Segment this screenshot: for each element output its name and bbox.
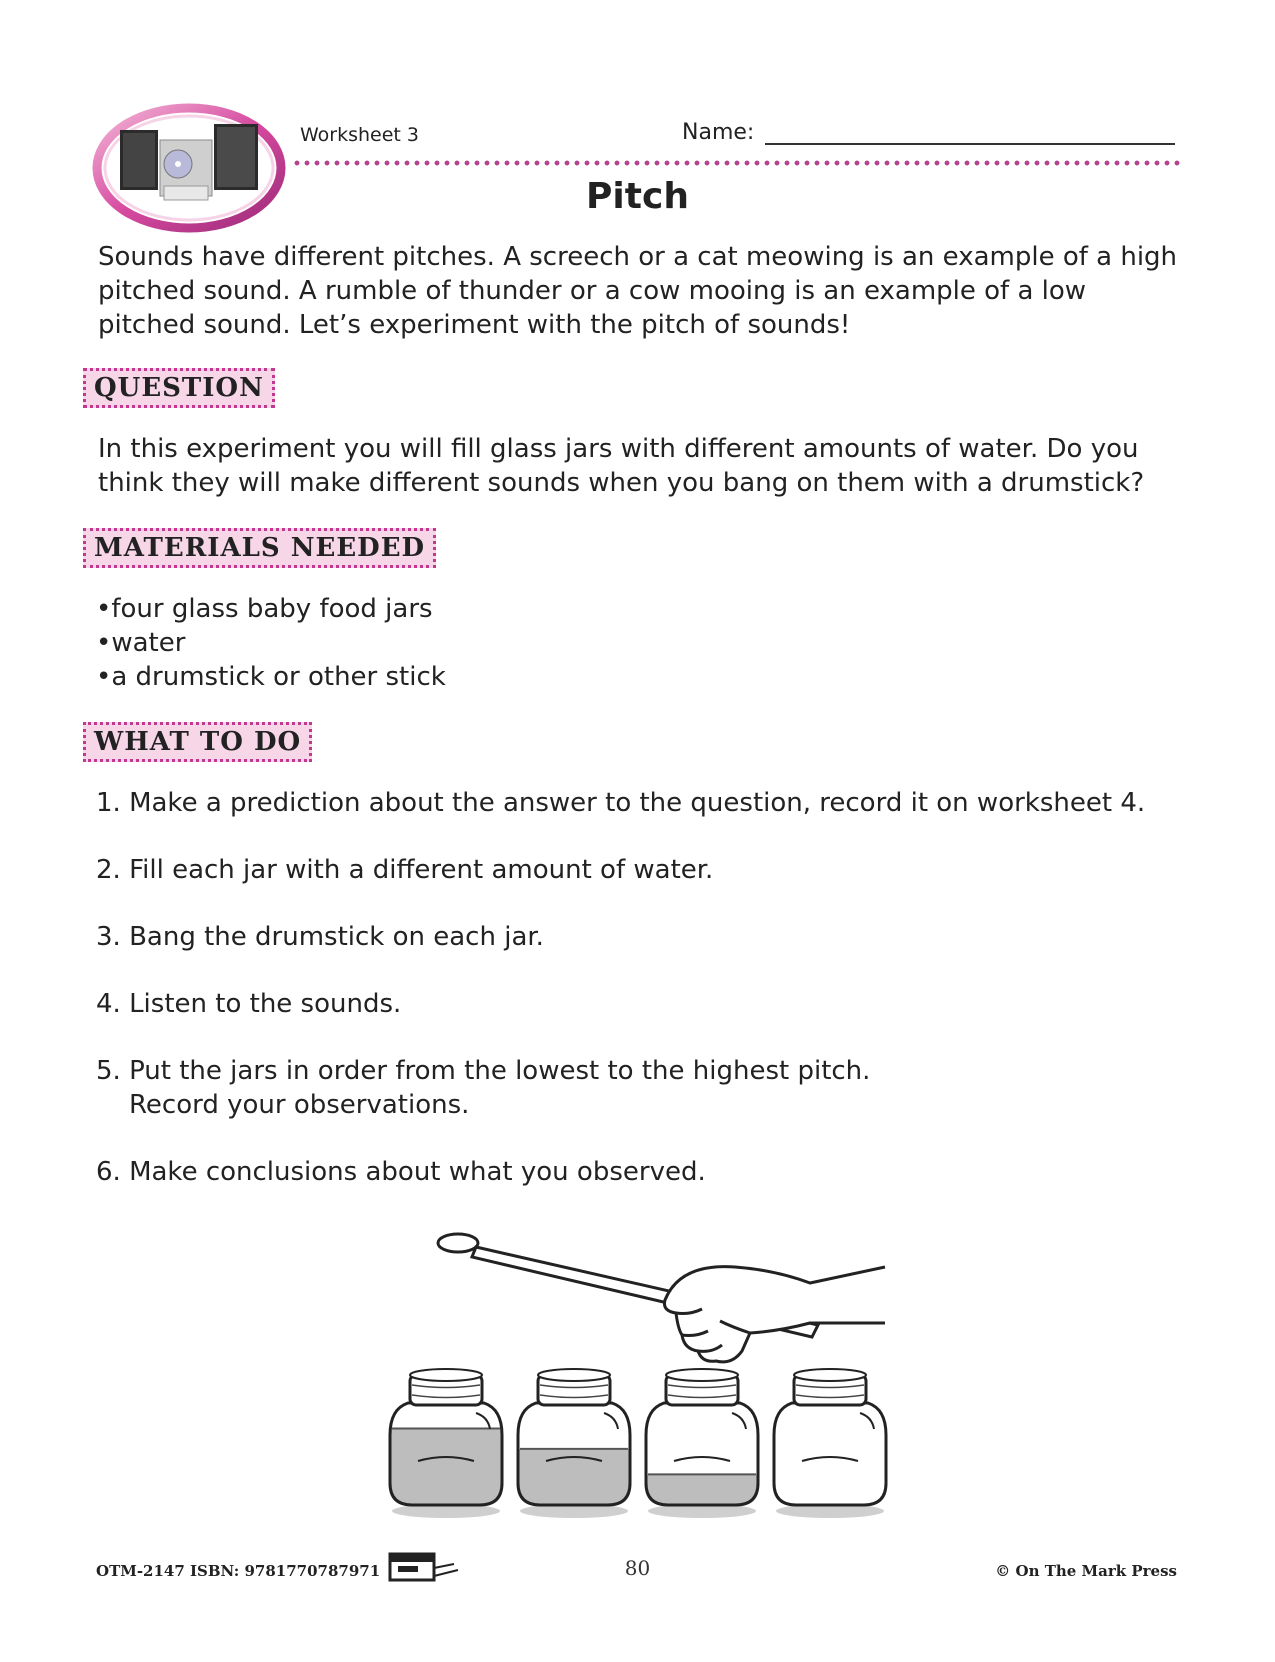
illustration (380, 1225, 920, 1520)
jar (518, 1369, 630, 1518)
hand-drumstick-jars-icon (380, 1225, 920, 1520)
jar (774, 1369, 886, 1518)
step-item: 2. Fill each jar with a different amount of water. (96, 855, 714, 885)
worksheet-label: Worksheet 3 (300, 124, 420, 146)
step-item: Record your observations. (129, 1090, 470, 1120)
step-item: 3. Bang the drumstick on each jar. (96, 922, 544, 952)
step-item: 6. Make conclusions about what you observed. (96, 1157, 706, 1187)
jars-group (390, 1369, 886, 1518)
list-item: •four glass baby food jars (96, 594, 433, 624)
water-fill (646, 1474, 758, 1505)
list-item: •water (96, 628, 186, 658)
jar (646, 1369, 758, 1518)
page-title: Pitch (586, 176, 689, 217)
step-item: 1. Make a prediction about the answer to the question, record it on worksheet 4. (96, 788, 1146, 818)
step-item: 4. Listen to the sounds. (96, 989, 402, 1019)
list-item: •a drumstick or other stick (96, 662, 446, 692)
name-field[interactable] (765, 143, 1175, 145)
jar (390, 1369, 502, 1518)
page-number: 80 (624, 1556, 651, 1580)
materials-list (96, 592, 446, 694)
name-label: Name: (682, 120, 755, 145)
header-divider (292, 160, 1180, 166)
what-to-do-heading: WHAT TO DO (83, 722, 312, 762)
publisher: © On The Mark Press (995, 1562, 1177, 1580)
step-item: 5. Put the jars in order from the lowest to the highest pitch. (96, 1056, 871, 1086)
question-heading: QUESTION (83, 368, 275, 408)
question-text: In this experiment you will fill glass jars with different amounts of water. Do you think they will make different sounds when you bang on them with a drumstick? (98, 434, 1145, 498)
intro-paragraph: Sounds have different pitches. A screech or a cat meowing is an example of a high pitched sound. A rumble of thunder or a cow mooing is an example of a low pitched sound. Let’s experiment with the pitch of sounds! (98, 242, 1178, 340)
water-fill (390, 1429, 502, 1506)
materials-heading: MATERIALS NEEDED (83, 528, 436, 568)
footer-code: OTM-2147 ISBN: 9781770787971 (96, 1562, 381, 1580)
